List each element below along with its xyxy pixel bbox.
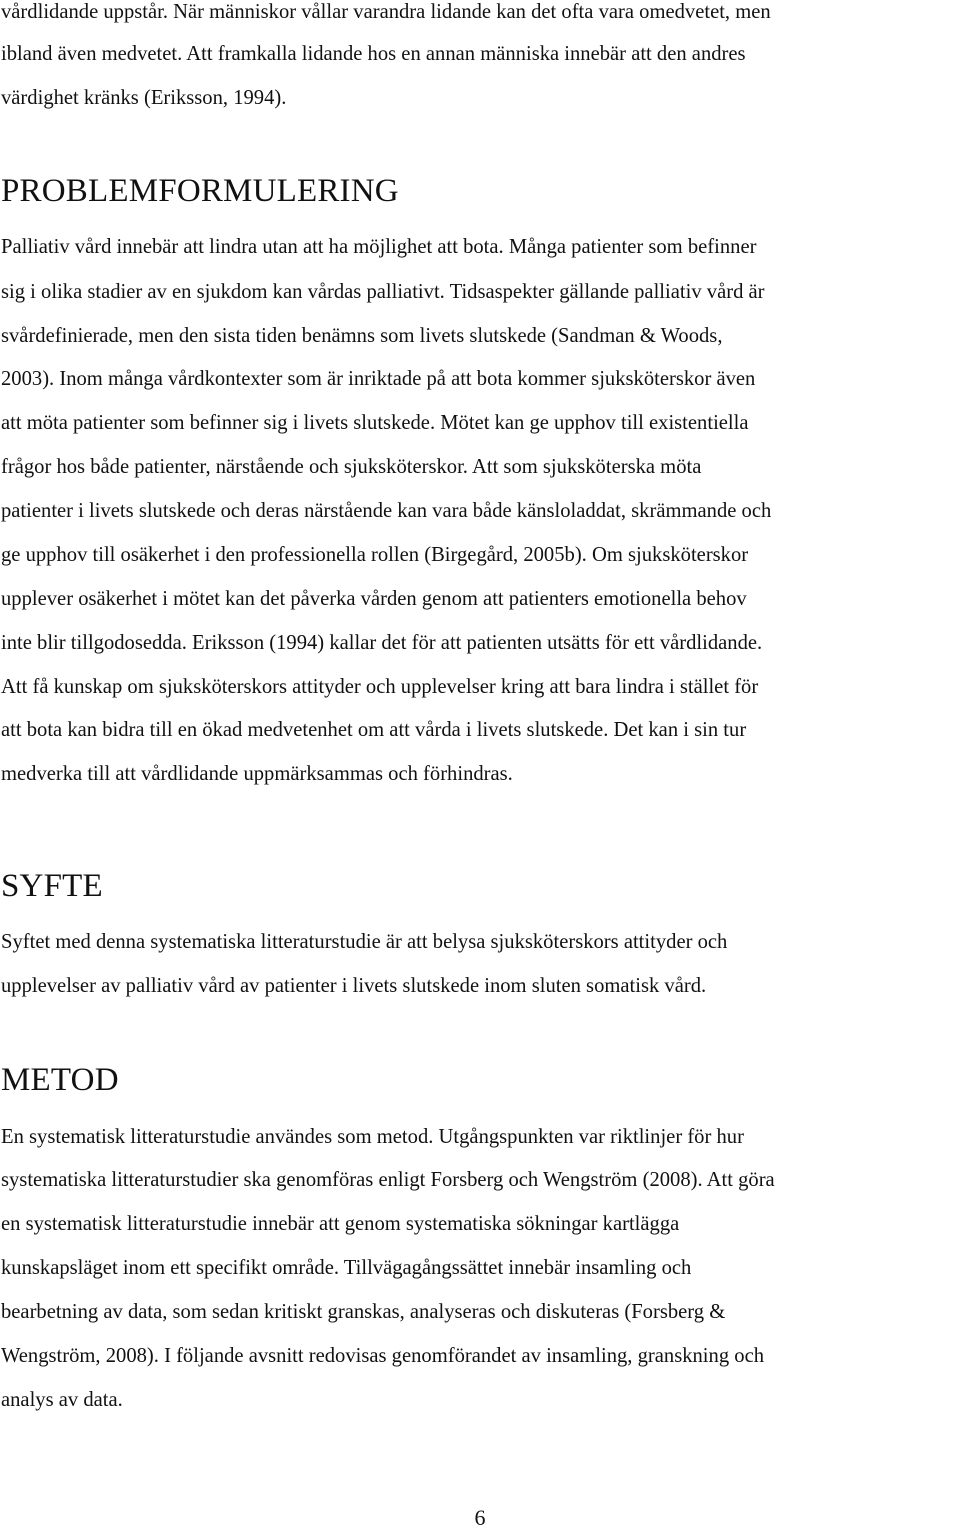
section-heading-metod: METOD xyxy=(1,1062,119,1098)
text-line: vårdlidande uppstår. När människor vållar varandra lidande kan det ofta vara omedvetet, men xyxy=(1,1,771,23)
section-heading-syfte: SYFTE xyxy=(1,868,103,904)
text-line: upplevelser av palliativ vård av patienter i livets slutskede inom sluten somatisk vård. xyxy=(1,975,707,997)
text-line: kunskapsläget inom ett specifikt område. Tillvägagångssättet innebär insamling och xyxy=(1,1257,692,1279)
text-line: upplever osäkerhet i mötet kan det påverka vården genom att patienters emotionella behov xyxy=(1,588,747,610)
text-line: sig i olika stadier av en sjukdom kan vårdas palliativt. Tidsaspekter gällande palliativ vård är xyxy=(1,281,765,303)
text-line: Palliativ vård innebär att lindra utan att ha möjlighet att bota. Många patienter som befinner xyxy=(1,236,757,258)
text-line: ge upphov till osäkerhet i den professionella rollen (Birgegård, 2005b). Om sjuksköterskor xyxy=(1,544,749,566)
text-line: systematiska litteraturstudier ska genomföras enligt Forsberg och Wengström (2008). Att göra xyxy=(1,1169,775,1191)
text-line: En systematisk litteraturstudie användes som metod. Utgångspunkten var riktlinjer för hur xyxy=(1,1126,744,1148)
text-line: Syftet med denna systematiska litteraturstudie är att belysa sjuksköterskors attityder och xyxy=(1,931,728,953)
text-line: 2003). Inom många vårdkontexter som är inriktade på att bota kommer sjuksköterskor även xyxy=(1,368,756,390)
section-heading-problemformulering: PROBLEMFORMULERING xyxy=(1,173,399,209)
text-line: svårdefinierade, men den sista tiden benämns som livets slutskede (Sandman & Woods, xyxy=(1,325,723,347)
text-line: bearbetning av data, som sedan kritiskt granskas, analyseras och diskuteras (Forsberg & xyxy=(1,1301,726,1323)
text-line: analys av data. xyxy=(1,1389,123,1411)
text-line: värdighet kränks (Eriksson, 1994). xyxy=(1,87,287,109)
text-line: Wengström, 2008). I följande avsnitt redovisas genomförandet av insamling, granskning och xyxy=(1,1345,765,1367)
text-line: en systematisk litteraturstudie innebär att genom systematiska sökningar kartlägga xyxy=(1,1213,680,1235)
text-line: frågor hos både patienter, närstående och sjuksköterskor. Att som sjuksköterska möta xyxy=(1,456,702,478)
text-line: att möta patienter som befinner sig i livets slutskede. Mötet kan ge upphov till existentiella xyxy=(1,412,749,434)
text-line: patienter i livets slutskede och deras närstående kan vara både känsloladdat, skrämmande och xyxy=(1,500,772,522)
text-line: medverka till att vårdlidande uppmärksammas och förhindras. xyxy=(1,763,513,785)
text-line: att bota kan bidra till en ökad medvetenhet om att vårda i livets slutskede. Det kan i sin tur xyxy=(1,719,747,741)
text-line: ibland även medvetet. Att framkalla lidande hos en annan människa innebär att den andres xyxy=(1,43,746,65)
text-line: inte blir tillgodosedda. Eriksson (1994) kallar det för att patienten utsätts för ett vårdlidande. xyxy=(1,632,763,654)
text-line: Att få kunskap om sjuksköterskors attityder och upplevelser kring att bara lindra i stället för xyxy=(1,676,759,698)
page-number: 6 xyxy=(474,1505,486,1530)
